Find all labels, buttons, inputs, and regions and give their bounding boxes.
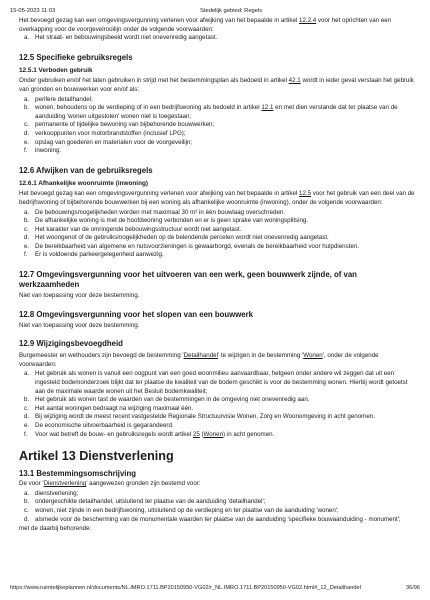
article-link-12-1[interactable]: 12.1 (261, 104, 274, 112)
zone-link-wonen[interactable]: Wonen (303, 352, 323, 360)
list-item: f. inwoning. (24, 147, 62, 155)
article-link-12-2-4[interactable]: 12.2.4 (299, 17, 317, 24)
section-title-12-6: 12.6 Afwijken van de gebruiksregels (19, 165, 153, 175)
page-number: 36/96 (406, 585, 420, 591)
list-item: e. De bereikbaarheid van algemene en nutsvoorzieningen is gewaarborgd, evenals de bereikbaarheid voor hulpdiensten. (24, 242, 360, 250)
list-item: f. Er is voldoende parkeergelegenheid aanwezig. (24, 251, 164, 259)
section-title-12-5: 12.5 Specifieke gebruiksregels (19, 52, 133, 62)
section-title-12-7: 12.7 Omgevingsvergunning voor het uitvoeren van een werk, geen bouwwerk zijnde, of van werkzaamheden (19, 270, 357, 290)
list-item: a. Het straat- en bebouwingsbeeld wordt niet onevenredig aangetast. (24, 34, 218, 42)
list-item: e. De economische uitvoerbaarheid is gegarandeerd. (24, 422, 174, 429)
section-paragraph-13-1: De voor 'Dienstverlening' aangewezen gronden zijn bestemd voor: (19, 480, 201, 488)
footer-url[interactable]: https://www.ruimtelijkeplannen.nl/documents/NL.IMRO.1711.BP20150950-VG02/r_NL.IMRO.1711.BP20150950-VG02.html#_12_Detailhandel (10, 585, 361, 591)
article-link-42-1[interactable]: 42.1 (288, 77, 301, 85)
section-paragraph-12-7: Niet van toepassing voor deze bestemming. (19, 292, 140, 300)
section-paragraph-12-9: Burgemeester en wethouders zijn bevoegd de bestemming 'Detailhandel' te wijzigen in de bestemming 'Wonen', onder de volgende voorwaarden: (19, 352, 379, 368)
section-tail-13-1: met de daarbij behorende: (19, 525, 92, 533)
list-item: c. Het aantal woningen bedraagt na wijziging maximaal één. (24, 404, 194, 412)
list-item: c. wonen, niet zijnde in een bedrijfswoning, uitsluitend op de verdieping en ter plaatse van de aanduiding 'wonen'; (24, 506, 339, 514)
article-link-12-5[interactable]: 12.5 (299, 190, 312, 198)
subsection-title-12-5-1: 12.5.1 Verboden gebruik (19, 66, 93, 74)
section-title-12-8: 12.8 Omgevingsvergunning voor het slopen van een bouwwerk (19, 309, 253, 319)
list-item: a. De bebouwingsmogelijkheden worden met maximaal 30 m² in één bouwlaag overschreden. (24, 208, 286, 216)
zone-link-wonen-25[interactable]: Wonen (203, 430, 224, 438)
subsection-title-12-6-1: 12.6.1 Afhankelijke woonruimte (inwoning) (19, 179, 149, 187)
intro-list (19, 34, 415, 43)
list-item: b. De afhankelijke woning is met de hoofdwoning verbonden en er is geen sprake van woningsplitsing. (24, 217, 309, 225)
page-header (10, 7, 420, 16)
list-12-5 (19, 96, 415, 156)
list-item: f. Voor wat betreft de bouw- en gebruiksregels wordt artikel 25 (Wonen) in acht genomen. (24, 430, 275, 438)
list-item: a. Het gebruik als wonen is vanuit een oogpunt van een goed woonmilieu aanvaardbaar, hetgeen onder andere wil zeggen dat uit een ingesteld bodemonderzoek blijkt dat ter plaatse de kwaliteit van de bodem geschikt is voor de bestemming wonen. Hierbij wordt getoetst aan de maximale waarde wonen uit het Besluit bodemkwaliteit; (24, 370, 408, 395)
section-title-12-9: 12.9 Wijzigingsbevoegdheid (19, 339, 123, 349)
list-item: a. perifere detailhandel; (24, 95, 93, 103)
section-title-13-1: 13.1 Bestemmingsomschrijving (19, 469, 136, 479)
zone-link-dienstverlening[interactable]: Dienstverlening (43, 480, 87, 488)
article-title-13: Artikel 13 Dienstverlening (19, 449, 174, 464)
section-paragraph-12-6: Het bevoegd gezag kan een omgevingsvergunning verlenen voor afwijking van het bepaalde in artikel 12.5 voor het gebruik van een deel van de bedrijfswoning of bijbehorende bouwwerken bij een woning als afhankelijke woonruimte (inwoning), onder de volgende voorwaarden: (19, 190, 415, 206)
section-paragraph-12-5: Onder gebruiken en/of het laten gebruiken in strijd met het bestemmingsplan als bedoeld in artikel 42.1 wordt in ieder geval verstaan het gebruik van gronden en bouwwerken voor en/of als: (19, 77, 414, 93)
list-item: d. alsmede voor de bescherming van de monumentale waarden ter plaatse van de aanduiding 'specifieke bouwaanduiding - monument'; (24, 515, 401, 523)
article-link-25[interactable]: 25 (192, 430, 200, 438)
list-item: b. Het gebruik als wonen tast de waarden van de bestemmingen in de omgeving niet onevenredig aan. (24, 396, 310, 404)
list-item: e. opslag van goederen en materialen voor de voorgevellijn; (24, 138, 193, 146)
list-13-1 (19, 490, 415, 524)
page-footer (10, 584, 420, 593)
list-item: b. ondergeschikte detailhandel, uitsluitend ter plaatse van de aanduiding 'detailhandel'; (24, 498, 266, 506)
list-item: d. Het woongenot of de gebruiksmogelijkheden op de belendende percelen wordt niet onevenredig aangetast. (24, 234, 329, 242)
header-title: Stedelijk gebied: Regels (200, 8, 263, 14)
list-item: c. Het karakter van de omringende bebouwingsstructuur wordt niet aangetast. (24, 225, 242, 233)
list-item: d. Bij wijziging wordt de meest recent vastgestelde Regionale Structuurvisie Wonen, Zorg en Woonomgeving in acht genomen. (24, 413, 375, 421)
list-12-9 (19, 370, 415, 439)
list-item: d. verkooppunten voor motorbrandstoffen (inclusief LPG); (24, 129, 186, 137)
document-content (19, 17, 415, 534)
section-paragraph-12-8: Niet van toepassing voor deze bestemming. (19, 321, 140, 329)
intro-paragraph: Het bevoegd gezag kan een omgevingsvergunning verlenen voor afwijking van het bepaalde in artikel 12.2.4 voor het oprichten van een overkapping voor de voorgevelrooilijn onder de volgende voorwaarden: (19, 17, 392, 33)
list-item: c. permanente of tijdelijke bewoning van bijbehorende bouwwerken; (24, 121, 215, 129)
zone-link-detailhandel[interactable]: Detailhandel (183, 352, 218, 360)
list-item: a. dienstverlening; (24, 489, 79, 497)
list-item: b. wonen, behoudens op de verdieping of in een bedrijfswoning als bedoeld in artikel 12.1 en met dien verstande dat ter plaatse van de aanduiding 'wonen uitgesloten' wonen niet is toegestaan; (24, 104, 398, 120)
list-12-6 (19, 209, 415, 261)
header-datetime: 15-05-2023 11:03 (10, 8, 56, 14)
